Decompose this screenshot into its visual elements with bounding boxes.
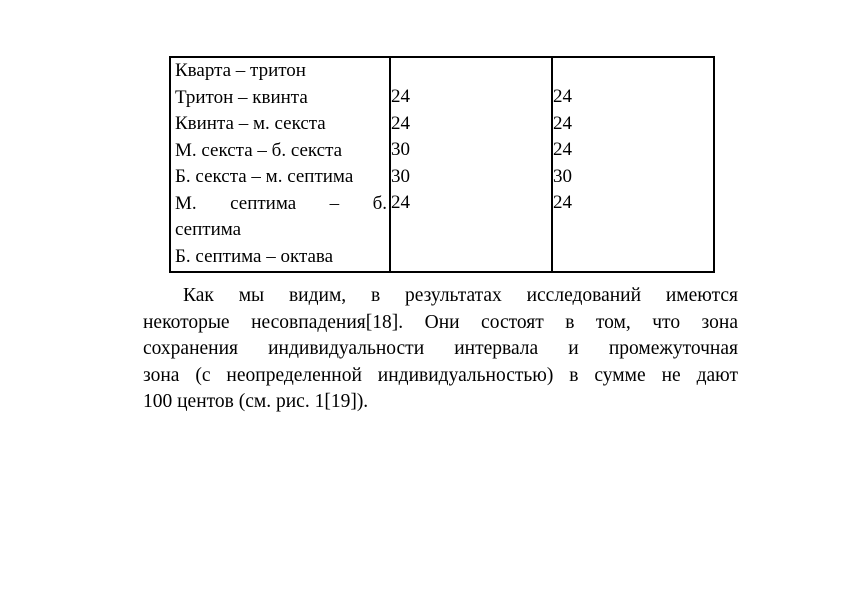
value: 30 — [391, 139, 410, 160]
values-list-b — [553, 58, 713, 217]
value: 24 — [391, 192, 410, 213]
interval-name: Б. секста – м. септима — [175, 166, 354, 187]
interval-name: М. септима – б. — [175, 192, 387, 214]
table-row — [170, 57, 714, 272]
values-cell-b — [552, 57, 714, 272]
paragraph-line: сохранения индивидуальности интервала и промежуточная — [143, 338, 738, 359]
interval-name: септима — [175, 219, 242, 240]
value: 24 — [553, 139, 572, 160]
interval-names-cell — [170, 57, 390, 272]
paragraph-line: 100 центов (см. рис. 1[19]). — [143, 391, 369, 412]
value: 24 — [391, 86, 410, 107]
paragraph-line: некоторые несовпадения[18]. Они состоят в том, что зона — [143, 311, 738, 333]
body-paragraph — [143, 283, 738, 416]
value: 30 — [553, 165, 572, 187]
interval-table — [169, 56, 715, 273]
values-list-a — [391, 58, 551, 217]
paragraph-line: зона (с неопределенной индивидуальностью) в сумме не дают — [143, 364, 738, 386]
values-cell-a — [390, 57, 552, 272]
interval-name: Кварта – тритон — [175, 60, 306, 81]
value: 30 — [391, 165, 410, 187]
value: 24 — [553, 112, 572, 134]
value: 24 — [391, 112, 410, 134]
interval-name: Квинта – м. секста — [175, 113, 326, 134]
paragraph-line: Как мы видим, в результатах исследований имеются — [183, 285, 738, 306]
interval-name: М. секста – б. секста — [175, 139, 343, 161]
value: 24 — [553, 192, 572, 213]
interval-name: Б. септима – октава — [175, 245, 334, 267]
value: 24 — [553, 86, 572, 107]
interval-name: Тритон – квинта — [175, 86, 308, 108]
